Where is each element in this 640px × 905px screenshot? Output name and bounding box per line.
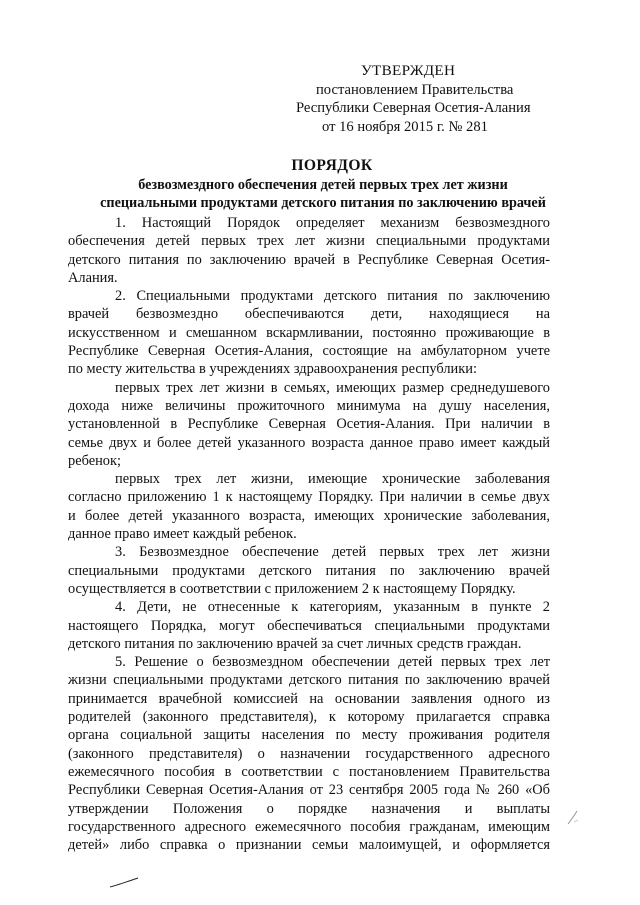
body-line: искусственном и смешанном вскармливании, постоянно проживающие в [68,324,550,341]
subtitle-line-1: безвозмездного обеспечения детей первых трех лет жизни [138,177,508,193]
body-line: 5. Решение о безвозмездном обеспечении детей первых трех лет [115,654,550,671]
approval-line-3: от 16 ноября 2015 г. № 281 [322,118,488,135]
body-line: 4. Дети, не отнесенные к категориям, указанным в пункте 2 [115,599,550,616]
approval-line-1: постановлением Правительства [316,81,514,98]
approval-block [0,62,620,136]
document-title: ПОРЯДОК [291,157,373,174]
body-line: согласно приложению 1 к настоящему Порядку. При наличии в семье двух [68,489,550,506]
body-line: ежемесячного пособия в соответствии с постановлением Правительства [68,763,550,780]
body-line: 2. Специальными продуктами детского питания по заключению [115,288,550,305]
body-line: (законного представителя) о назначении государственного адресного [68,745,550,762]
margin-pen-mark [565,808,581,828]
body-line: органа социальной защиты населения по месту проживания родителя [68,727,550,744]
body-line: утверждении Положения о порядке назначения и выплаты [68,800,550,817]
body-line: Алания. [68,269,118,286]
body-line: первых трех лет жизни, имеющие хронические заболевания [115,471,550,488]
approval-heading: УТВЕРЖДЕН [361,62,456,79]
body-line: врачей безвозмездно обеспечиваются дети, находящиеся на [68,306,550,323]
subtitle-line-2: специальными продуктами детского питания по заключению врачей [100,195,546,212]
body-line: первых трех лет жизни в семьях, имеющих размер среднедушевого [115,379,550,396]
body-line: 1. Настоящий Порядок определяет механизм безвозмездного [115,215,550,231]
body-line: детского питания по заключению врачей за счет личных средств граждан. [68,635,522,652]
body-line: по месту жительства в учреждениях здравоохранения республики: [68,361,477,378]
approval-line-2: Республики Северная Осетия-Алания [296,100,531,117]
body-line: родителей (законного представителя), к которому прилагается справка [68,709,550,726]
body-line: Республики Северная Осетия-Алания от 23 сентября 2005 года № 260 «Об [68,782,550,799]
body-line: жизни специальными продуктами детского питания по заключению врачей [68,672,550,689]
body-line: ребенок; [68,452,121,469]
document-body [68,214,550,854]
body-line: установленной в Республике Северная Осетия-Алания. При наличии в [68,416,550,433]
document-subtitle [0,176,640,213]
pen-stroke-mark [108,874,148,890]
body-line: 3. Безвозмездное обеспечение детей первых трех лет жизни [115,544,550,561]
body-line: данное право имеет каждый ребенок. [68,526,297,543]
body-line: настоящего Порядка, могут обеспечиваться специальными продуктами [68,617,550,634]
body-line: и более детей указанного возраста, имеющих хронические заболевания, [68,507,550,524]
body-line: осуществляется в соответствии с приложением 2 к настоящему Порядку. [68,580,516,597]
body-line: государственного адресного ежемесячного пособия гражданам, имеющим [68,818,550,835]
body-line: семье двух и более детей указанного возраста данное право имеет каждый [68,434,550,451]
body-line: детского питания по заключению врачей в Республике Северная Осетия- [68,251,550,268]
body-line: детей» либо справка о признании семьи малоимущей, и оформляется [68,837,550,854]
body-line: принимается врачебной комиссией на основании заявления одного из [68,690,550,707]
body-line: дохода ниже величины прожиточного минимума на душу населения, [68,397,550,414]
body-line: специальными продуктами детского питания по заключению врачей [68,562,550,579]
body-line: Республике Северная Осетия-Алания, состоящие на амбулаторном учете [68,343,550,360]
body-line: обеспечения детей первых трех лет жизни специальными продуктами [68,233,550,250]
